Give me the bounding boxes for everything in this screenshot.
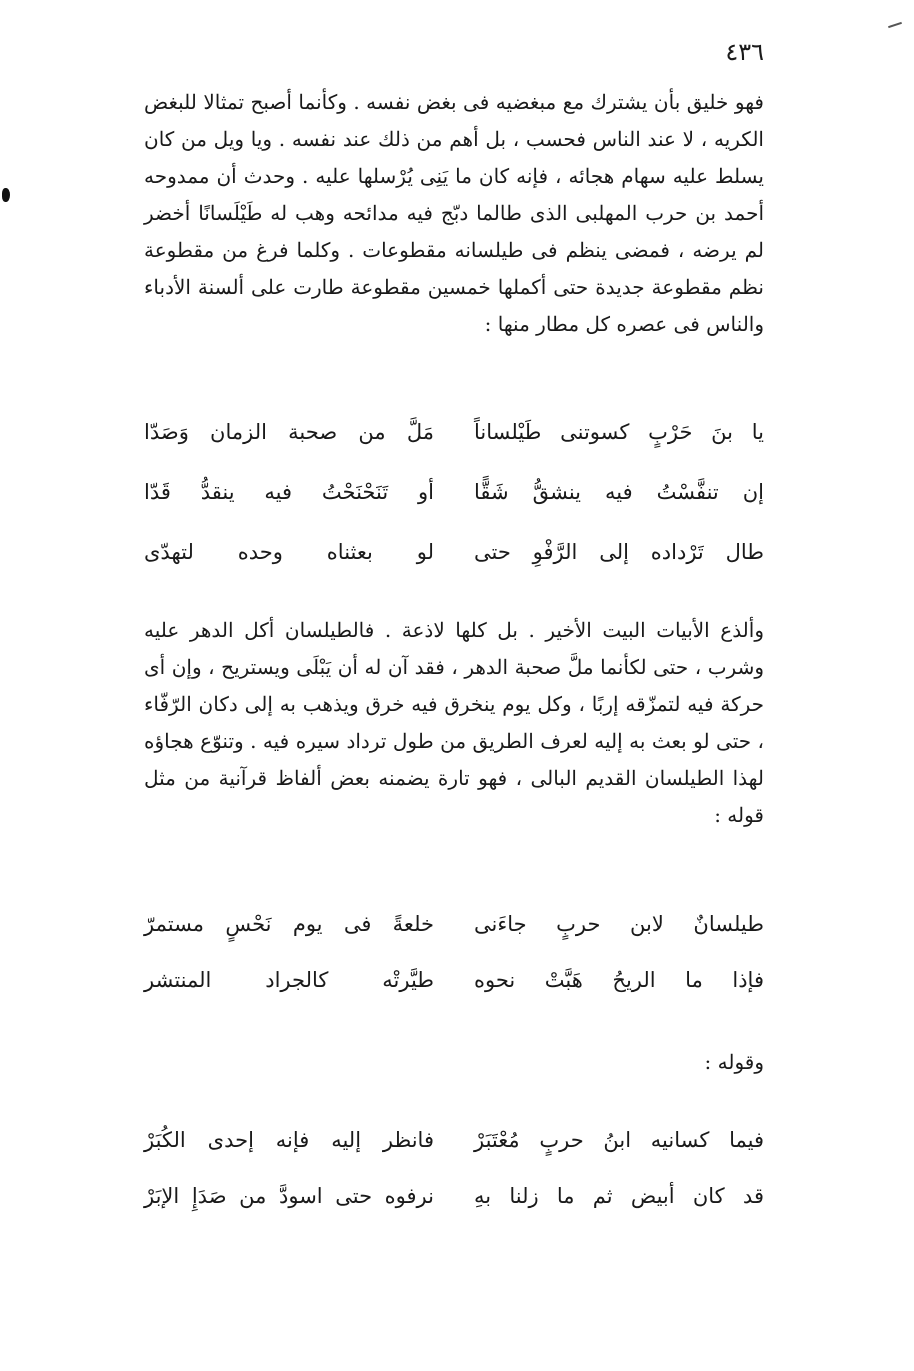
verse-intro: وقوله : [704,1050,764,1074]
hemistich-second: طيَّرتْه كالجراد المنتشر [144,968,434,992]
hemistich-second: لو بعثناه وحده لتهدّى [144,540,434,564]
hemistich-second: أو تَنَحْنَحْتُ فيه ينقدُّ قَدّا [144,480,434,504]
hemistich-first: قد كان أبيض ثم ما زلنا بهِ [474,1184,764,1208]
verse-block-2 [144,896,764,1008]
verse-line [144,402,764,462]
hemistich-second: مَلَّ من صحبة الزمان وَصَدّا [144,420,434,444]
corner-mark [888,22,902,28]
paragraph-2: وألذع الأبيات البيت الأخير . بل كلها لاذعة . فالطيلسان أكل الدهر عليه وشرب ، حتى لكأنما ملَّ صحبة الدهر ، فقد آن له أن يَبْلَى ويستريح ، وإن أى حركة فيه لتمزّقه إربًا ، وكل يوم ينخرق فيه خرق ويذهب به إلى دكان الرّفّاء ، حتى لو بعث به إليه لعرف الطريق من طول ترداد سيره فيه . وتنوّع هجاؤه لهذا الطيلسان القديم البالى ، فهو تارة يضمنه بعض ألفاظ قرآنية من مثل قوله : [144,618,764,827]
verse-line [144,462,764,522]
verse-block-3 [144,1112,764,1224]
hemistich-first: فإذا ما الريحُ هَبَّتْ نحوه [474,968,764,992]
verse-block-1 [144,402,764,582]
hemistich-first: فيما كسانيه ابنُ حربٍ مُعْتَبَرْ [474,1128,764,1152]
hemistich-first: طال تَرْداده إلى الرَّفْوِ حتى [474,540,764,564]
verse-line [144,522,764,582]
hemistich-first: إن تنفَّسْتُ فيه ينشقُّ شَقًّا [474,480,764,504]
verse-line [144,1112,764,1168]
hemistich-second: نرفوه حتى اسودَّ من صَدَإِ الإبَرْ [144,1184,434,1208]
verse-line [144,896,764,952]
verse-line [144,952,764,1008]
hemistich-first: يا بنَ حَرْبٍ كسوتنى طَيْلساناً [474,420,764,444]
hemistich-second: خلعةً فى يوم نَحْسٍ مستمرّ [144,912,434,936]
page-number: ٤٣٦ [725,38,764,66]
paragraph-1: فهو خليق بأن يشترك مع مبغضيه فى بغض نفسه . وكأنما أصبح تمثالا للبغض الكريه ، لا عند الناس فحسب ، بل أهم من ذلك عند نفسه . ويا ويل من كان يسلط عليه سهام هجائه ، فإنه كان ما يَنِى يُرْسلها عليه . وحدث أن ممدوحه أحمد بن حرب المهلبى الذى طالما دبّج فيه مدائحه وهب له طَيْلَسانًا أخضر لم يرضه ، فمضى ينظم فى طيلسانه مقطوعات . وكلما فرغ من مقطوعة نظم مقطوعة جديدة حتى أكملها خمسين مقطوعة طارت على ألسنة الأدباء والناس فى عصره كل مطار منها : [144,90,764,336]
hemistich-first: طيلسانٌ لابن حربٍ جاءَنى [474,912,764,936]
verse-line [144,1168,764,1224]
edge-mark [2,188,10,202]
hemistich-second: فانظر إليه فإنه إحدى الكُبَرْ [144,1128,434,1152]
